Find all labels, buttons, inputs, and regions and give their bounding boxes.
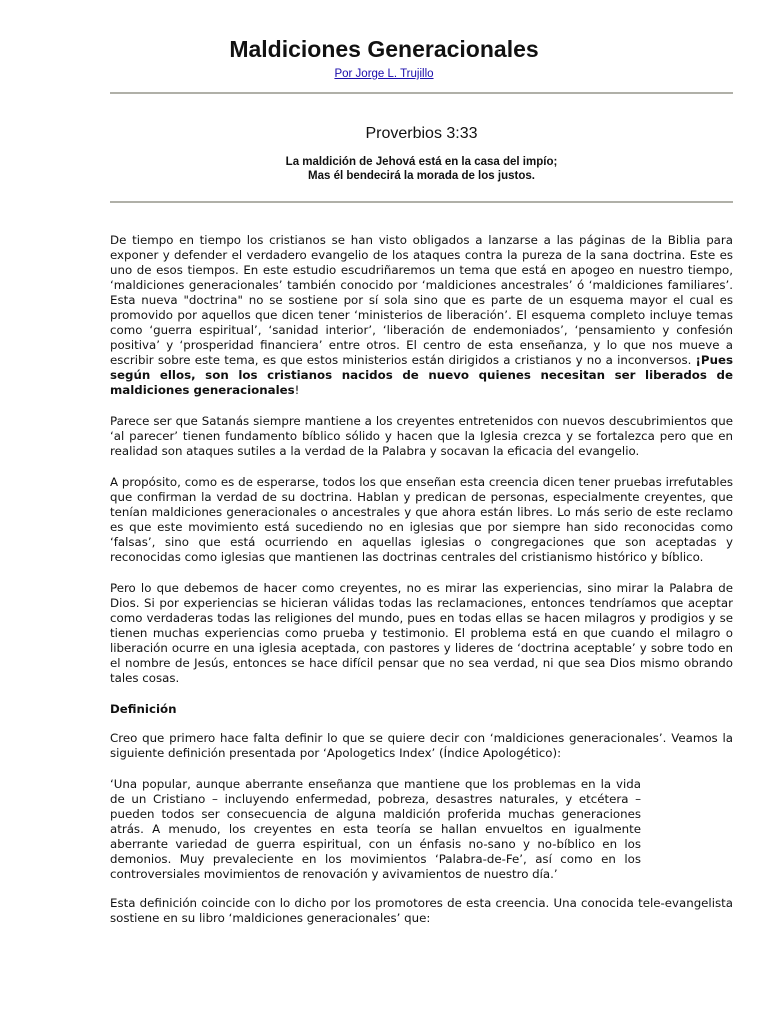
paragraph-intro-emphasis: ¡Pues según ellos, son los cristianos nacidos de nuevo quienes necesitan ser liberados de maldiciones generacionales [110,353,733,397]
verse-block [110,124,733,183]
divider-top [110,92,733,94]
definition-quote: ‘Una popular, aunque aberrante enseñanza que mantiene que los problemas en la vida de un Cristiano – incluyendo enfermedad, pobreza, desastres naturales, y etcétera – pueden todos ser consecuencia de alguna maldición proferida muchas generaciones atrás. A menudo, los creyentes en esta teoría se hallan envueltos en igualmente aberrante variedad de guerra espiritual, con un énfasis no-sano y no-bíblico en los demonios. Muy prevaleciente en los movimientos ‘Palabra-de-Fe’, así como en los controversiales movimientos de renovación y avivamientos de nuestro día.’ [110,777,641,881]
section-heading-definition: Definición [110,702,177,716]
paragraph-definition-followup: Esta definición coincide con lo dicho por los promotores de esta creencia. Una conocida tele-evangelista sostiene en su libro ‘maldiciones generacionales’ que: [110,896,733,925]
paragraph-intro-end: ! [294,383,300,397]
paragraph-definition-intro: Creo que primero hace falta definir lo que se quiere decir con ‘maldiciones generacionales’. Veamos la siguiente definición presentada por ‘Apologetics Index’ (Índice Apologético): [110,731,733,760]
page-title: Maldiciones Generacionales [229,36,539,62]
author-link[interactable]: Por Jorge L. Trujillo [334,68,434,80]
verse-line-2: Mas él bendecirá la morada de los justos. [308,170,535,182]
verse-text [110,155,733,183]
paragraph-satan: Parece ser que Satanás siempre mantiene a los creyentes entretenidos con nuevos descubrimientos que ‘al parecer’ tienen fundamento bíblico sólido y hacen que la Iglesia crezca y se fortalezca pero que en realidad son ataques sutiles a la verdad de la Palabra y socavan la eficacia del evangelio. [110,414,733,458]
paragraph-proof: A propósito, como es de esperarse, todos los que enseñan esta creencia dicen tener pruebas irrefutables que confirman la verdad de su doctrina. Hablan y predican de personas, especialmente creyentes, que tenían maldiciones generacionales o ancestrales y que ahora están libres. Lo más serio de este reclamo es que este movimiento está sucediendo no en iglesias que por siempre han sido reconocidas como ‘falsas’, sino que está ocurriendo en aquellas iglesias o congregaciones que son aceptadas y reconocidas como iglesias que mantienen las doctrinas centrales del cristianismo histórico y bíblico. [110,475,733,564]
paragraph-intro [110,233,733,398]
article-body [110,233,733,940]
verse-reference: Proverbios 3:33 [365,125,478,142]
verse-line-1: La maldición de Jehová está en la casa del impío; [285,156,558,168]
document-header [0,0,768,81]
divider-bottom [110,201,733,203]
paragraph-experience: Pero lo que debemos de hacer como creyentes, no es mirar las experiencias, sino mirar la Palabra de Dios. Si por experiencias se hicieran válidas todas las reclamaciones, entonces tendríamos que aceptar como verdaderas todas las religiones del mundo, pues en todas ellas se hacen milagros y prodigios y se tienen muchas experiencias como prueba y testimonio. El problema está en que cuando el milagro o liberación ocurre en una iglesia aceptada, con pastores y lideres de ‘doctrina aceptable’ y sobre todo en el nombre de Jesús, entonces se hace difícil pensar que no sea verdad, ni que sea Dios mismo obrando tales cosas. [110,581,733,685]
paragraph-intro-text: De tiempo en tiempo los cristianos se han visto obligados a lanzarse a las páginas de la Biblia para exponer y defender el verdadero evangelio de los ataques contra la pureza de la sana doctrina. Este es uno de esos tiempos. En este estudio escudriñaremos un tema que está en apogeo en nuestro tiempo, ‘maldiciones generacionales’ también conocido por ‘maldiciones ancestrales’ ó ‘maldiciones familiares’. Esta nueva "doctrina" no se sostiene por sí sola sino que es parte de un esquema mayor el cual es promovido por aquellos que dicen tener ‘ministerios de liberación’. El esquema completo incluye temas como ‘guerra espiritual’, ‘sanidad interior’, ‘liberación de endemoniados’, ‘pensamiento y confesión positiva’ y ‘prosperidad financiera’ entre otros. El centro de esta enseñanza, y lo que nos mueve a escribir sobre este tema, es que estos ministerios están dirigidos a cristianos y no a inconversos. [110,233,733,367]
